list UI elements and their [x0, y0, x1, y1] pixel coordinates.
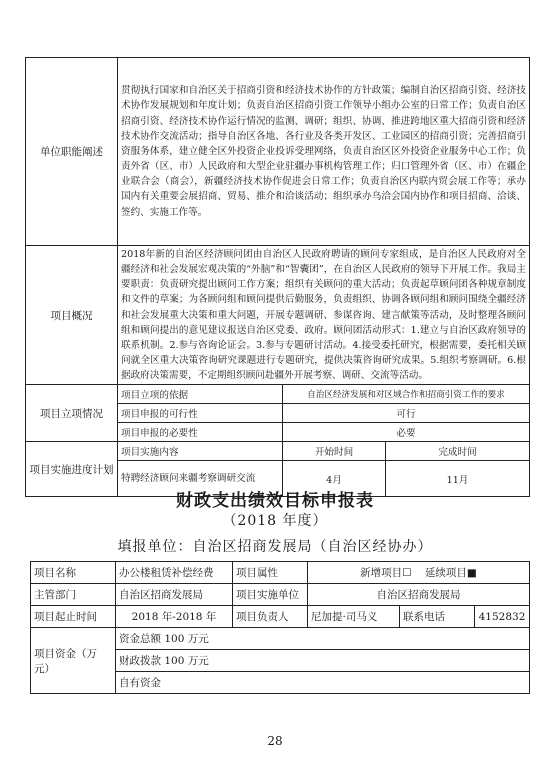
- project-funds-label: 项目资金（万元）: [31, 628, 116, 694]
- funds-fiscal: 财政拨款 100 万元: [116, 650, 530, 672]
- feasibility-value: 可行: [283, 404, 530, 423]
- schedule-end-header: 完成时间: [386, 442, 530, 461]
- reporting-unit: 填报单位：自治区招商发展局（自治区经协办）: [117, 539, 433, 555]
- unit-duty-text: 贯彻执行国家和自治区关于招商引资和经济技术协作的方针政策；编制自治区招商引资、经济技术协作发展规划和年度计划；负责自治区招商引资工作领导小组办公室的日常工作；负责自治区招商引资、经济技术协作运行情况的监测、调研；组织、协调、推进跨地区重大招商引资和经济技术协作交流活动；指导自治区各地、各行业及各类开发区、工业园区的招商引资；完善招商引资服务体系，建立健全区外投资企业投诉受理网络，负责自治区区外投资企业服务中心工作；负责外省（区、市）人民政府和大型企业驻疆办事机构管理工作；归口管理外省（区、市）在疆企业联合会（商会），新疆经济技术协作促进会日常工作；负责自治区内联内贸会展工作等；承办国内有关重要会展招商、贸易、推介和洽谈活动；组织承办乌洽会国内协作和项目招商、洽谈、签约、实施工作等。: [118, 58, 530, 246]
- funds-own: 自有资金: [116, 672, 530, 694]
- phone-label: 联系电话: [400, 606, 475, 628]
- main-title: 财政支出绩效目标申报表: [176, 491, 374, 511]
- schedule-start-value: 4月: [283, 461, 386, 497]
- impl-unit-label: 项目实施单位: [233, 584, 308, 606]
- project-attr-label: 项目属性: [233, 562, 308, 584]
- schedule-content-header: 项目实施内容: [118, 442, 283, 461]
- schedule-end-value: 11月: [386, 461, 530, 497]
- project-overview-label: 项目概况: [26, 246, 118, 385]
- performance-target-table: [30, 561, 530, 694]
- necessity-value: 必要: [283, 423, 530, 442]
- approval-basis-value: 自治区经济发展和对区域合作和招商引资工作的要求: [283, 385, 530, 404]
- supervisor-dept-label: 主管部门: [31, 584, 116, 606]
- schedule-content-value: 特聘经济顾问来疆考察调研交流: [118, 461, 283, 497]
- project-period-value: 2018 年-2018 年: [116, 606, 233, 628]
- project-name-label: 项目名称: [31, 562, 116, 584]
- project-approval-label: 项目立项情况: [26, 385, 118, 442]
- phone-value: 4152832: [475, 606, 530, 628]
- feasibility-label: 项目申报的可行性: [118, 404, 283, 423]
- funds-total: 资金总额 100 万元: [116, 628, 530, 650]
- approval-basis-label: 项目立项的依据: [118, 385, 283, 404]
- continuing-project-option: 延续项目■: [424, 567, 477, 579]
- project-info-table: [25, 57, 530, 497]
- sub-title: （2018 年度）: [222, 513, 328, 529]
- schedule-start-header: 开始时间: [283, 442, 386, 461]
- unit-duty-label: 单位职能阐述: [26, 58, 118, 246]
- project-leader-label: 项目负责人: [233, 606, 308, 628]
- project-overview-text: 2018年新的自治区经济顾问团由自治区人民政府聘请的顾问专家组成，是自治区人民政府对全疆经济和社会发展宏观决策的“外脑”和“智囊团”，在自治区人民政府的领导下开展工作。我局主要职责：负责研究提出顾问工作方案；组织有关顾问的重大活动；负责起草顾问团各种规章制度和文件的草案；为各顾问组和顾问提供后勤服务，负责组织、协调各顾问组和顾问围绕全疆经济和社会发展重大决策和重大问题，开展专题调研、参谋咨询、建言献策等活动，及时整理各顾问组和顾问提出的意见建议报送自治区党委、政府。顾问团活动形式：1.建立与自治区政府领导的联系机制。2.参与咨询论证会。3.参与专题研讨活动。4.接受委托研究，根据需要，委托相关顾问就全区重大决策咨询研究课题进行专题研究，提供决策咨询研究成果。5.组织考察调研。6.根据政府决策需要，不定期组织顾问赴疆外开展考察、调研、交流等活动。: [118, 246, 530, 385]
- necessity-label: 项目申报的必要性: [118, 423, 283, 442]
- project-leader-value: 尼加提·司马义: [308, 606, 400, 628]
- page-number: 28: [267, 734, 283, 748]
- project-period-label: 项目起止时间: [31, 606, 116, 628]
- project-attr-options: [308, 562, 530, 584]
- supervisor-dept-value: 自治区招商发展局: [116, 584, 233, 606]
- impl-unit-value: 自治区招商发展局: [308, 584, 530, 606]
- project-name-value: 办公楼租赁补偿经费: [116, 562, 233, 584]
- new-project-option: 新增项目☐: [360, 567, 412, 579]
- schedule-label: 项目实施进度计划: [26, 442, 118, 497]
